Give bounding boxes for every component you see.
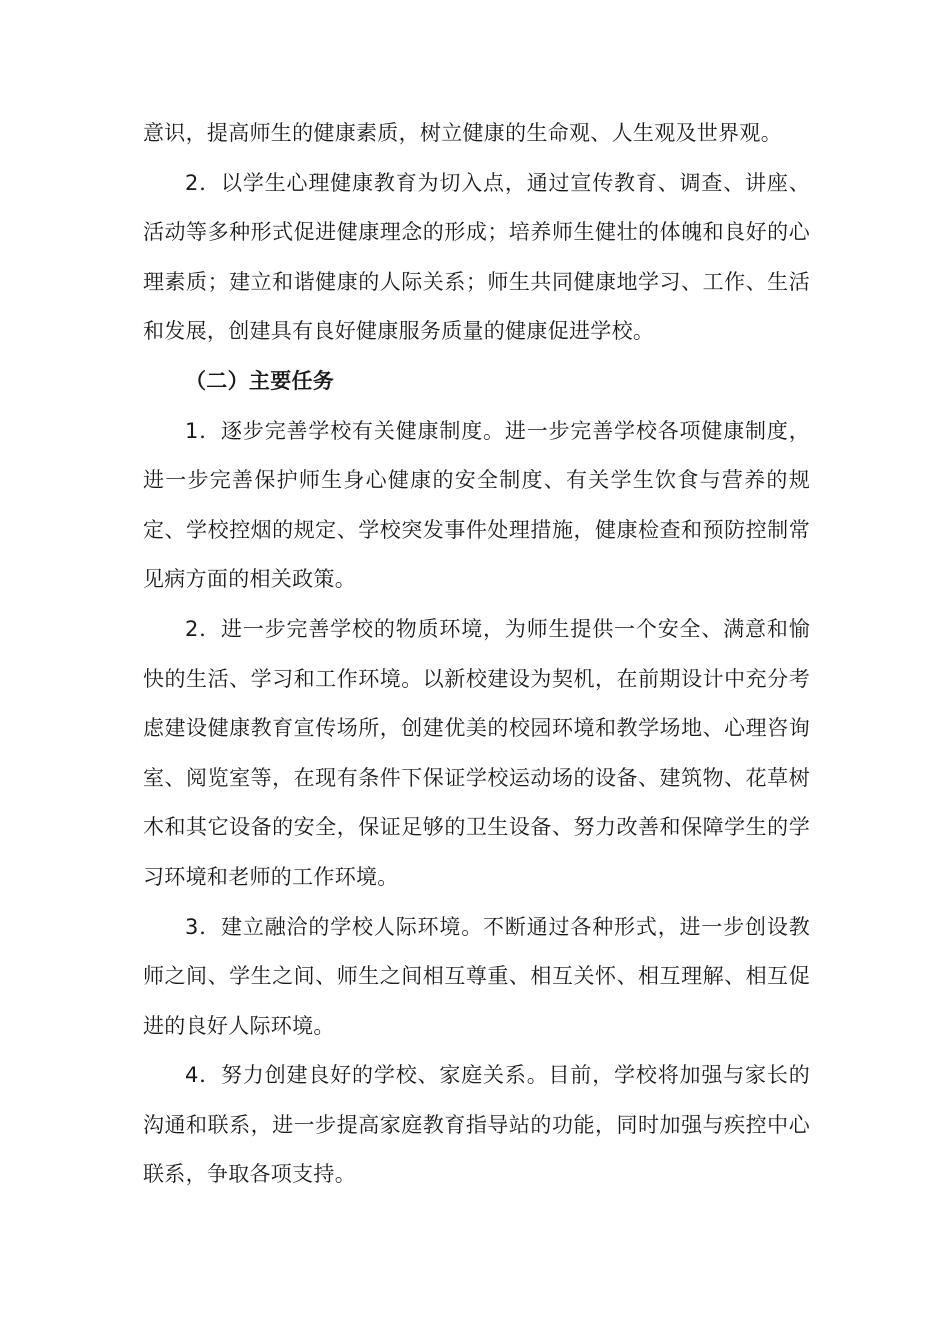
document-body xyxy=(143,109,810,1200)
paragraph-task-2: 2．进一步完善学校的物质环境，为师生提供一个安全、满意和愉快的生活、学习和工作环境。以新校建设为契机，在前期设计中充分考虑建设健康教育宣传场所，创建优美的校园环境和教学场地、心理咨询室、阅览室等，在现有条件下保证学校运动场的设备、建筑物、花草树木和其它设备的安全，保证足够的卫生设备、努力改善和保障学生的学习环境和老师的工作环境。 xyxy=(143,616,810,889)
section-heading-main-tasks: （二）主要任务 xyxy=(185,368,335,393)
paragraph-continuation: 意识，提高师生的健康素质，树立健康的生命观、人生观及世界观。 xyxy=(143,121,782,145)
paragraph-task-3: 3．建立融洽的学校人际环境。不断通过各种形式，进一步创设教师之间、学生之间、师生之间相互尊重、相互关怀、相互理解、相互促进的良好人际环境。 xyxy=(143,914,810,1038)
paragraph-item-2-health-education: 2．以学生心理健康教育为切入点，通过宣传教育、调查、讲座、活动等多种形式促进健康理念的形成；培养师生健壮的体魄和良好的心理素质；建立和谐健康的人际关系；师生共同健康地学习、工作、生活和发展，创建具有良好健康服务质量的健康促进学校。 xyxy=(143,170,810,344)
paragraph-task-4: 4．努力创建良好的学校、家庭关系。目前，学校将加强与家长的沟通和联系，进一步提高家庭教育指导站的功能，同时加强与疾控中心联系，争取各项支持。 xyxy=(143,1063,810,1187)
paragraph-task-1: 1．逐步完善学校有关健康制度。进一步完善学校各项健康制度，进一步完善保护师生身心健康的安全制度、有关学生饮食与营养的规定、学校控烟的规定、学校突发事件处理措施，健康检查和预防控制常见病方面的相关政策。 xyxy=(143,418,810,592)
